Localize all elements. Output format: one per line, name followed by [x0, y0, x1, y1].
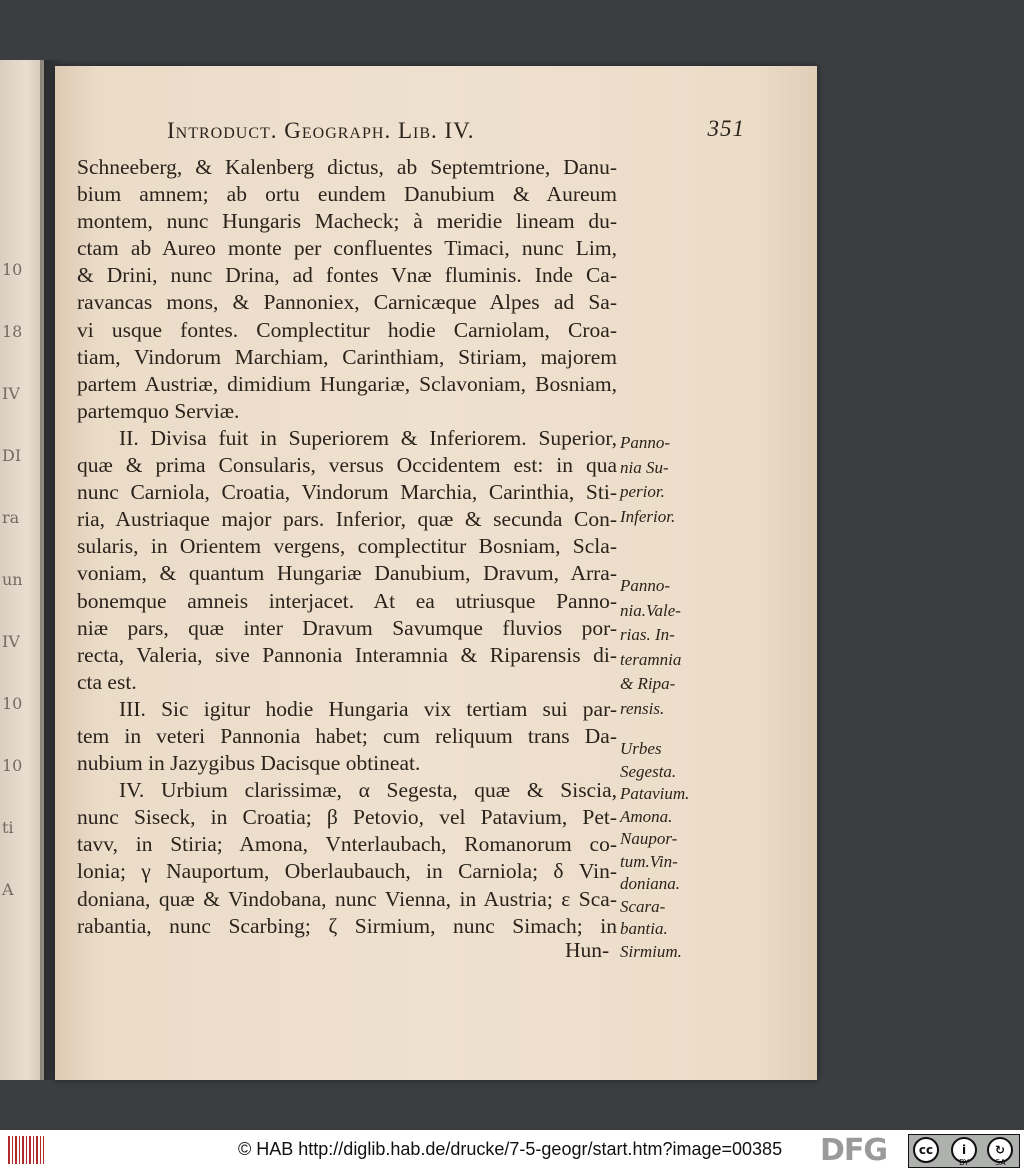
cc-icon: cc: [913, 1137, 939, 1163]
text-line: II. Divisa fuit in Superiorem & Inferiorem. Superior,: [119, 425, 617, 450]
text-line: tem in veteri Pannonia habet; cum reliquum trans Da-: [77, 723, 617, 748]
text-line: doniana, quæ & Vindobana, nunc Vienna, in Austria; ε Sca-: [77, 886, 617, 911]
margin-note-line: Panno-: [620, 576, 671, 595]
share-alike-icon: ↻: [987, 1137, 1013, 1163]
margin-note-line: doniana.: [620, 874, 680, 893]
margin-note-pannonia-superior: [620, 431, 730, 529]
text-line: lonia; γ Nauportum, Oberlaubauch, in Carniola; δ Vin-: [77, 859, 617, 884]
margin-note-line: Inferior.: [620, 506, 676, 526]
book-page: [55, 66, 817, 1080]
text-line: vi usque fontes. Complectitur hodie Carniolam, Croa-: [77, 317, 617, 342]
text-line: III. Sic igitur hodie Hungaria vix tertiam sui par-: [119, 696, 617, 721]
text-line: tiam, Vindorum Marchiam, Carinthiam, Stiriam, majorem: [77, 344, 617, 369]
margin-note-line: perior.: [620, 482, 665, 501]
copyright-link[interactable]: © HAB http://diglib.hab.de/drucke/7-5-geogr/start.htm?image=00385: [238, 1139, 783, 1159]
page-number: 351: [707, 116, 745, 141]
cc-license-badge[interactable]: [908, 1134, 1020, 1168]
text-line: partem Austriæ, dimidium Hungariæ, Sclavoniam, Bosniam,: [77, 371, 617, 396]
text-line: nubium in Jazygibus Dacisque obtineat.: [77, 751, 421, 776]
margin-note-line: & Ripa-: [620, 674, 676, 693]
text-line: ravancas mons, & Pannoniex, Carnicæque Alpes ad Sa-: [77, 290, 617, 315]
attribution-icon: i: [951, 1137, 977, 1163]
previous-page-fragment: ti: [2, 818, 14, 837]
catchword: Hun-: [565, 938, 610, 962]
running-header: [167, 114, 767, 148]
text-line: bium amnem; ab ortu eundem Danubium & Aureum: [77, 182, 617, 207]
previous-page-fragment: DI: [2, 446, 22, 465]
body-text: [77, 154, 617, 940]
by-label: BY: [959, 1158, 969, 1167]
previous-page-fragment: ra: [2, 508, 20, 527]
footer-bar: [0, 1130, 1024, 1170]
margin-note-line: Scara-: [620, 896, 666, 916]
text-line: sularis, in Orientem vergens, complectitur Bosniam, Scla-: [77, 534, 617, 559]
previous-page-fragment: 10: [2, 694, 23, 713]
previous-page-fragment: A: [2, 880, 14, 899]
text-line: niæ pars, quæ inter Dravum Savumque fluvios por-: [77, 615, 617, 640]
margin-note-line: nia Su-: [620, 457, 669, 477]
previous-page-fragment: IV: [2, 384, 20, 403]
text-line: cta est.: [77, 669, 137, 694]
margin-note-line: Patavium.: [620, 784, 690, 803]
margin-note-line: Amona.: [620, 806, 673, 826]
previous-page-fragment: 10: [2, 260, 23, 279]
margin-note-urbes: [620, 738, 730, 963]
margin-note-line: Panno-: [620, 433, 671, 452]
margin-note-line: tum.Vin-: [620, 851, 678, 871]
margin-note-line: Naupor-: [620, 829, 678, 848]
margin-note-line: rias. In-: [620, 625, 675, 644]
margin-note-line: Sirmium.: [620, 941, 682, 961]
text-line: bonemque amneis interjacet. At ea utriusque Panno-: [77, 588, 617, 613]
text-line: montem, nunc Hungaris Macheck; à meridie lineam du-: [77, 209, 617, 234]
text-line: tavv, in Stiria; Amona, Vnterlaubach, Romanorum co-: [77, 832, 617, 857]
text-line: & Drini, nunc Drina, ad fontes Vnæ fluminis. Inde Ca-: [77, 263, 617, 288]
previous-page-edge: [0, 60, 44, 1080]
margin-note-line: bantia.: [620, 919, 668, 938]
margin-note-line: Urbes: [620, 739, 662, 758]
margin-note-line: nia.Vale-: [620, 600, 681, 620]
dfg-logo: DFG: [820, 1133, 888, 1168]
previous-page-fragment: 18: [2, 322, 23, 341]
barcode-icon: [8, 1136, 44, 1164]
text-line: IV. Urbium clarissimæ, α Segesta, quæ & Siscia,: [119, 778, 617, 803]
previous-page-fragment: IV: [2, 632, 20, 651]
margin-note-line: Segesta.: [620, 761, 677, 781]
margin-note-pannonia-valeria: [620, 574, 730, 721]
margin-note-line: teramnia: [620, 649, 682, 669]
text-line: ctam ab Aureo monte per confluentes Timaci, nunc Lim,: [77, 236, 617, 261]
text-line: ria, Austriaque major pars. Inferior, quæ & secunda Con-: [77, 507, 617, 532]
running-title: Introduct. Geograph. Lib. IV.: [167, 118, 475, 143]
previous-page-fragment: 10: [2, 756, 23, 775]
text-line: Schneeberg, & Kalenberg dictus, ab Septemtrione, Danu-: [77, 155, 617, 179]
sa-label: SA: [995, 1158, 1006, 1167]
text-line: voniam, & quantum Hungariæ Danubium, Dravum, Arra-: [77, 561, 617, 586]
margin-note-line: rensis.: [620, 698, 665, 718]
previous-page-fragment: un: [2, 570, 23, 589]
text-line: nunc Carniola, Croatia, Vindorum Marchia, Carinthia, Sti-: [77, 480, 617, 505]
text-line: recta, Valeria, sive Pannonia Interamnia & Riparensis di-: [77, 642, 617, 667]
text-line: nunc Siseck, in Croatia; β Petovio, vel Patavium, Pet-: [77, 805, 617, 830]
text-line: quæ & prima Consularis, versus Occidentem est: in qua: [77, 453, 617, 478]
text-line: rabantia, nunc Scarbing; ζ Sirmium, nunc Simach; in: [77, 913, 617, 938]
text-line: partemquo Serviæ.: [77, 398, 240, 423]
